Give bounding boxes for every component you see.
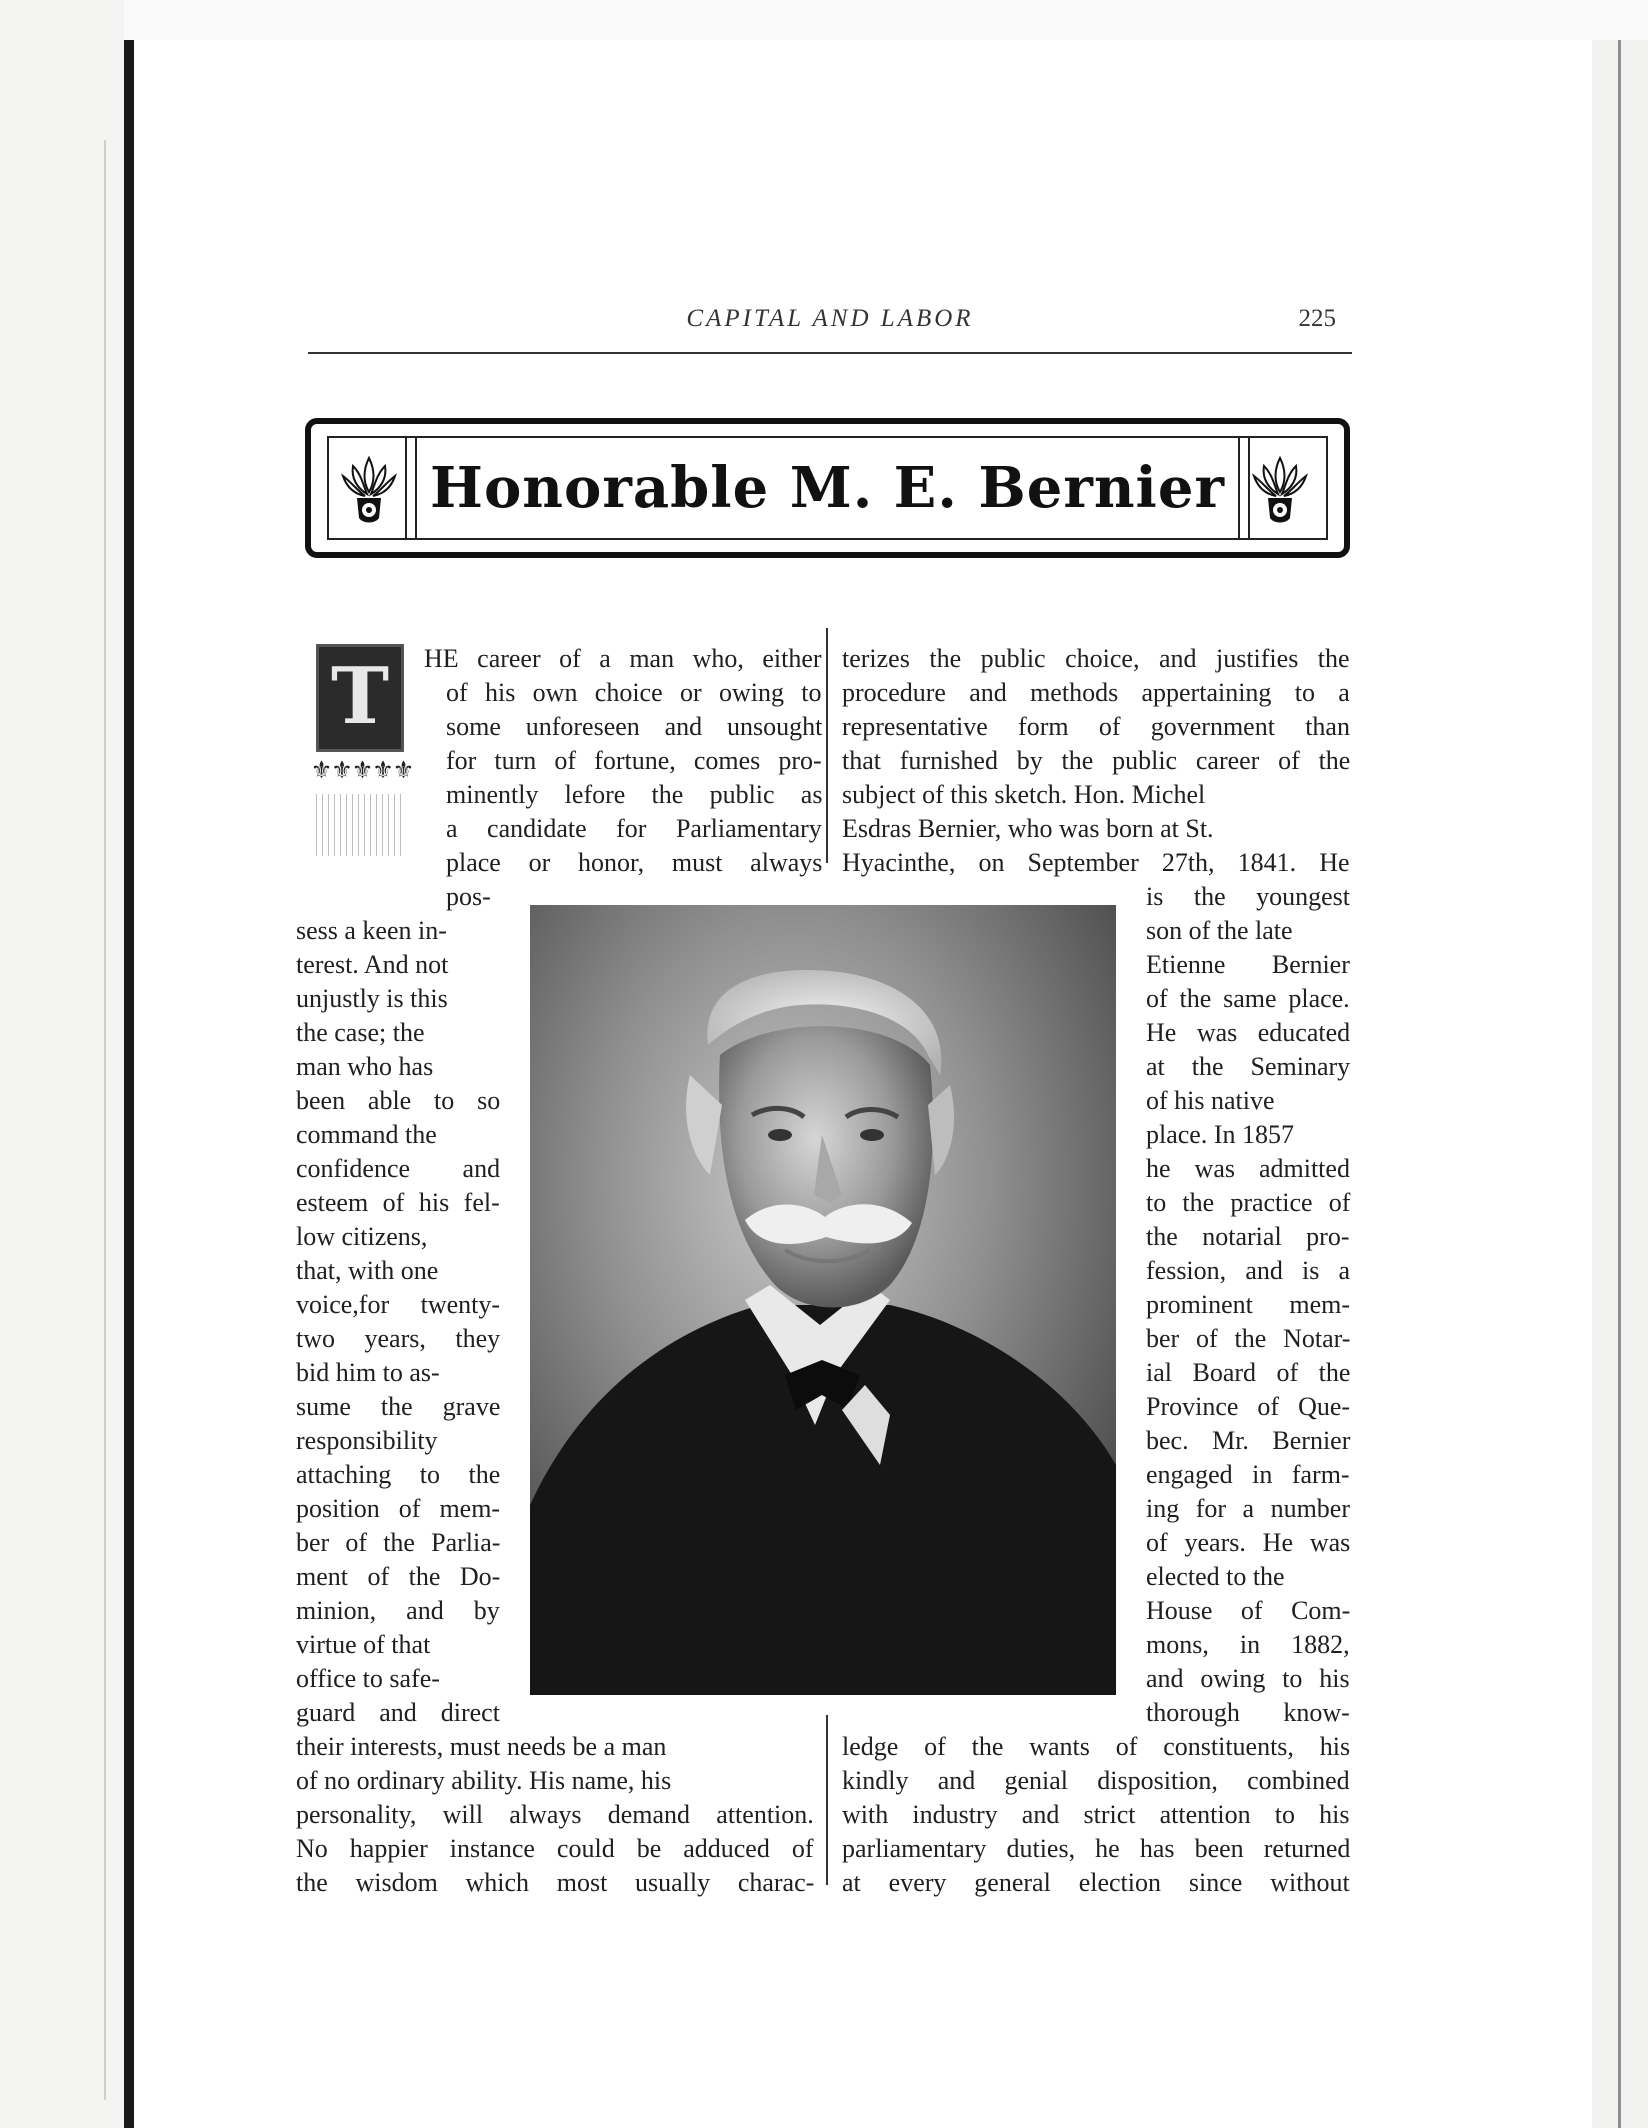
left-column-text-line: attaching to the	[296, 1460, 501, 1489]
left-column-text-line: terest. And not	[296, 950, 449, 979]
left-column-text-line: for turn of fortune, comes pro-	[446, 746, 822, 775]
right-column-text-line: with industry and strict attention to his	[842, 1800, 1350, 1829]
right-column-text-line: procedure and methods appertaining to a	[842, 678, 1350, 707]
right-column-text-line: son of the late	[1146, 916, 1293, 945]
left-column-text-line: pos-	[446, 882, 491, 911]
left-column-text-line: minion, and by	[296, 1596, 500, 1625]
left-column-text-line: low citizens,	[296, 1222, 428, 1251]
left-column-text-line: guard and direct	[296, 1698, 500, 1727]
scan-left-margin	[0, 0, 128, 2128]
left-column-text-line: sume the grave	[296, 1392, 501, 1421]
header-rule	[308, 352, 1352, 354]
left-column-text-line: some unforeseen and unsought	[446, 712, 823, 741]
right-column-text-line: mons, in 1882,	[1146, 1630, 1350, 1659]
right-column-text-line: of the same place.	[1146, 984, 1350, 1013]
left-column-text-line: command the	[296, 1120, 437, 1149]
drop-cap-letter: T	[330, 651, 390, 742]
right-column-text-line: ber of the Notar-	[1146, 1324, 1351, 1353]
left-column-text-line: that, with one	[296, 1256, 439, 1285]
left-column-text-line: ment of the Do-	[296, 1562, 501, 1591]
right-column-text-line: Province of Que-	[1146, 1392, 1351, 1421]
left-column-text-line: been able to so	[296, 1086, 501, 1115]
right-column-text-line: ing for a number	[1146, 1494, 1351, 1523]
right-column-text-line: the notarial pro-	[1146, 1222, 1350, 1251]
left-column-text-line: esteem of his fel-	[296, 1188, 500, 1217]
drop-cap-panel	[316, 644, 404, 752]
scan-top-margin	[124, 0, 1648, 40]
right-column-text-line: terizes the public choice, and justifies the	[842, 644, 1350, 673]
right-column-text-line: House of Com-	[1146, 1596, 1351, 1625]
lotus-ornament-icon	[1238, 438, 1326, 538]
left-column-text-line: position of mem-	[296, 1494, 501, 1523]
right-column-text-line: fession, and is a	[1146, 1256, 1351, 1285]
drop-cap-hatching	[316, 794, 406, 856]
left-column-text-line: two years, they	[296, 1324, 501, 1353]
column-rule	[826, 1715, 828, 1885]
article-title: Honorable M. E. Bernier	[430, 455, 1225, 521]
running-head	[308, 305, 1352, 339]
fleur-de-lis-icon: ⚜⚜⚜⚜⚜	[310, 758, 414, 784]
left-column-text-line: office to safe-	[296, 1664, 440, 1693]
left-column-text-line: bid him to as-	[296, 1358, 440, 1387]
left-column-text-line: responsibility	[296, 1426, 438, 1455]
right-column-text-line: Esdras Bernier, who was born at St.	[842, 814, 1214, 843]
left-column-text-line: man who has	[296, 1052, 434, 1081]
left-column-text-line: the wisdom which most usually charac-	[296, 1868, 815, 1897]
title-banner-inner	[327, 436, 1328, 540]
drop-cap	[308, 632, 416, 858]
right-column-text-line: subject of this sketch. Hon. Michel	[842, 780, 1206, 809]
left-column-text-line: of no ordinary ability. His name, his	[296, 1766, 672, 1795]
left-column-text-line: HE career of a man who, either	[424, 644, 822, 673]
column-rule	[826, 628, 828, 863]
page-number: 225	[1298, 305, 1336, 332]
right-column-text-line: Hyacinthe, on September 27th, 1841. He	[842, 848, 1350, 877]
left-column-text-line: confidence and	[296, 1154, 501, 1183]
running-title: CAPITAL AND LABOR	[686, 305, 974, 332]
right-column-text-line: is the youngest	[1146, 882, 1350, 911]
right-column-text-line: bec. Mr. Bernier	[1146, 1426, 1351, 1455]
title-banner	[305, 418, 1350, 558]
right-column-text-line: kindly and genial disposition, combined	[842, 1766, 1350, 1795]
right-column-text-line: to the practice of	[1146, 1188, 1351, 1217]
right-column-text-line: at every general election since without	[842, 1868, 1350, 1897]
right-column-text-line: parliamentary duties, he has been returned	[842, 1834, 1351, 1863]
portrait-photo	[530, 905, 1116, 1695]
left-column-text-line: minently lefore the public as	[446, 780, 823, 809]
scan-page-edge	[1618, 40, 1621, 2128]
right-column-text-line: and owing to his	[1146, 1664, 1350, 1693]
right-column-text-line: that furnished by the public career of the	[842, 746, 1351, 775]
left-column-text-line: ber of the Parlia-	[296, 1528, 501, 1557]
right-column-text-line: of years. He was	[1146, 1528, 1351, 1557]
right-column-text-line: ledge of the wants of constituents, his	[842, 1732, 1351, 1761]
left-column-text-line: their interests, must needs be a man	[296, 1732, 667, 1761]
lotus-ornament-icon	[329, 438, 417, 538]
left-column-text-line: the case; the	[296, 1018, 425, 1047]
left-column-text-line: of his own choice or owing to	[446, 678, 822, 707]
right-column-text-line: ial Board of the	[1146, 1358, 1351, 1387]
right-column-text-line: Etienne Bernier	[1146, 950, 1350, 979]
right-column-text-line: of his native	[1146, 1086, 1275, 1115]
left-column-text-line: unjustly is this	[296, 984, 448, 1013]
right-column-text-line: place. In 1857	[1146, 1120, 1295, 1149]
left-column-text-line: place or honor, must always	[446, 848, 823, 877]
right-column-text-line: elected to the	[1146, 1562, 1285, 1591]
left-column-text-line: personality, will always demand attention.	[296, 1800, 814, 1829]
left-column-text-line: No happier instance could be adduced of	[296, 1834, 814, 1863]
right-column-text-line: he was admitted	[1146, 1154, 1350, 1183]
right-column-text-line: representative form of government than	[842, 712, 1350, 741]
right-column-text-line: He was educated	[1146, 1018, 1351, 1047]
right-column-text-line: at the Seminary	[1146, 1052, 1351, 1081]
left-column-text-line: a candidate for Parliamentary	[446, 814, 822, 843]
scan-faint-line	[104, 140, 106, 2100]
left-column-text-line: sess a keen in-	[296, 916, 447, 945]
right-column-text-line: thorough know-	[1146, 1698, 1350, 1727]
left-column-text-line: voice,for twenty-	[296, 1290, 501, 1319]
right-column-text-line: engaged in farm-	[1146, 1460, 1350, 1489]
right-column-text-line: prominent mem-	[1146, 1290, 1351, 1319]
left-column-text-line: virtue of that	[296, 1630, 431, 1659]
binding-edge	[124, 40, 134, 2128]
